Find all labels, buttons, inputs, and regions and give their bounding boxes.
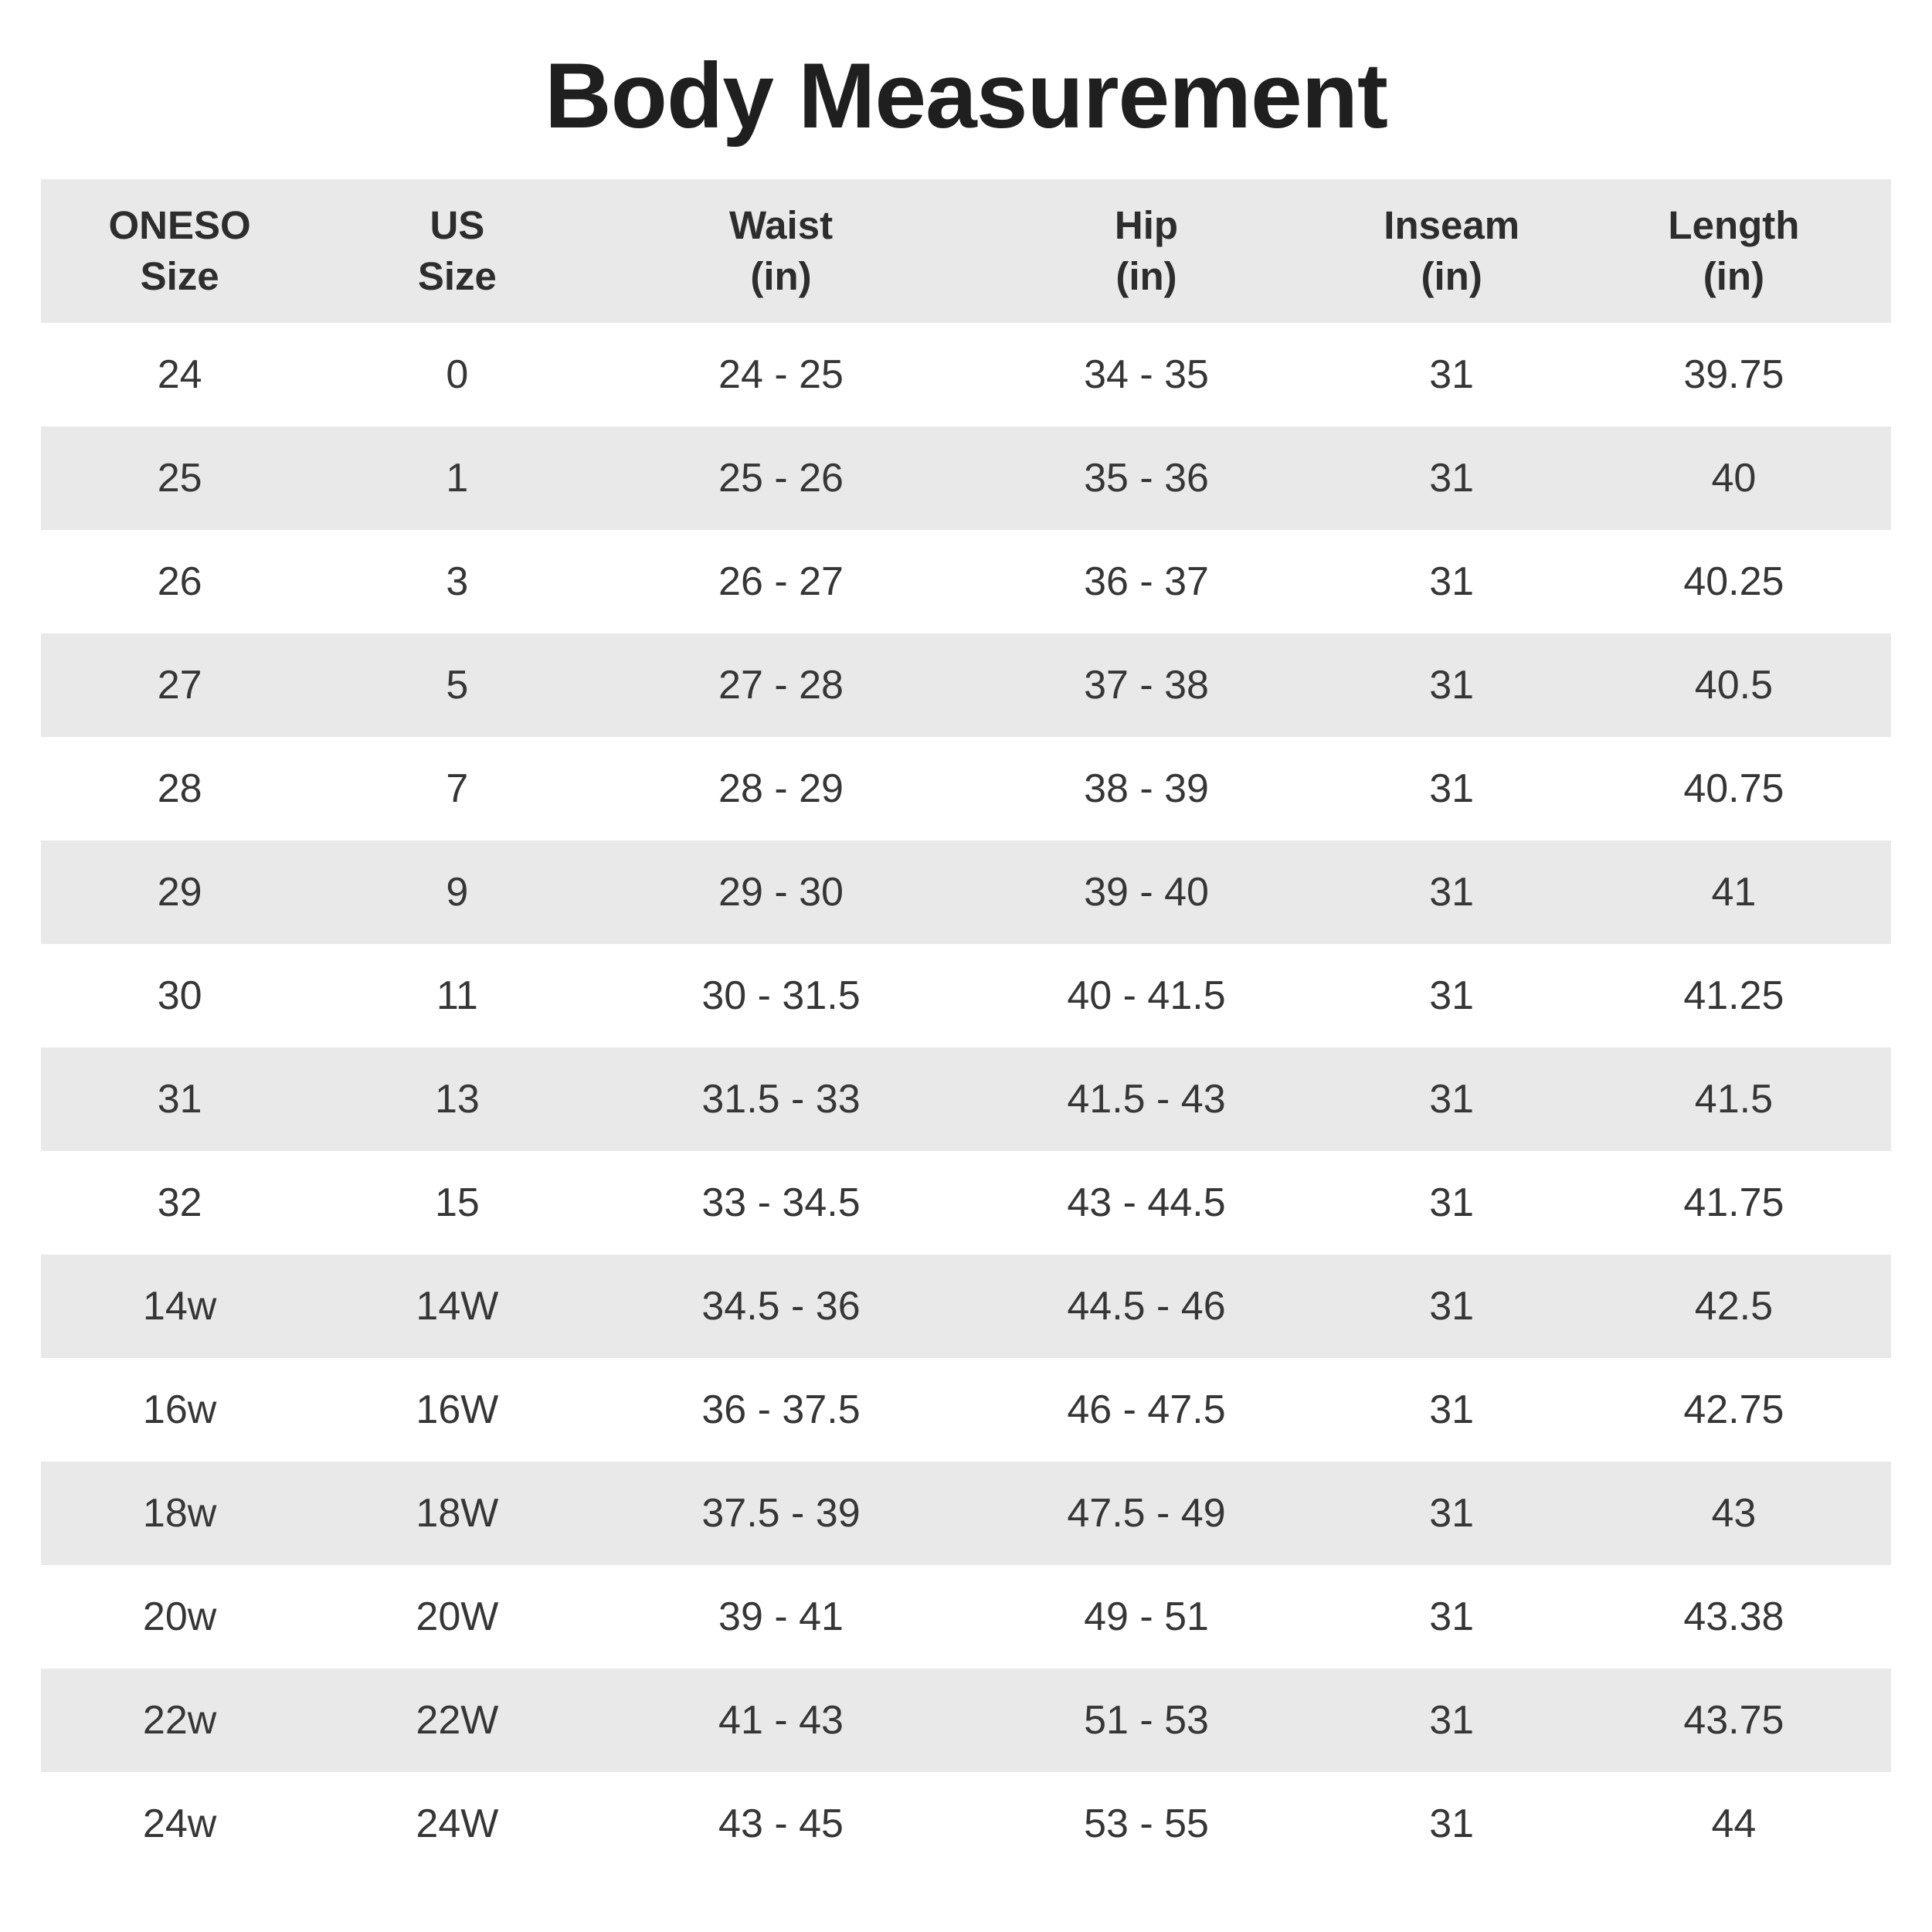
cell-oneso-size: 25 (157, 456, 202, 501)
cell-us-size: 0 (446, 352, 469, 397)
body-measurement-table (41, 179, 1891, 1876)
table-row (41, 1151, 1891, 1255)
cell-oneso-size: 24w (142, 1801, 217, 1846)
table-row (41, 1772, 1891, 1876)
header-sublabel: (in) (1703, 254, 1765, 298)
table-row (41, 530, 1891, 633)
cell-hip: 53 - 55 (1084, 1801, 1209, 1846)
header-label: US (430, 203, 485, 247)
cell-inseam: 31 (1429, 1180, 1475, 1225)
table-row (41, 323, 1891, 426)
table-row (41, 1047, 1891, 1151)
cell-waist: 31.5 - 33 (701, 1077, 861, 1122)
cell-length: 39.75 (1683, 352, 1784, 397)
cell-hip: 37 - 38 (1084, 663, 1209, 708)
cell-length: 43.75 (1683, 1698, 1784, 1743)
header-label: Hip (1114, 203, 1179, 247)
cell-us-size: 3 (446, 559, 469, 604)
header-label: ONESO (108, 203, 251, 247)
column-header-us-size (318, 179, 596, 323)
cell-us-size: 5 (446, 663, 469, 708)
cell-hip: 40 - 41.5 (1067, 973, 1226, 1018)
cell-length: 41.25 (1683, 973, 1784, 1018)
table-row (41, 944, 1891, 1047)
cell-oneso-size: 29 (157, 870, 202, 915)
cell-waist: 39 - 41 (718, 1594, 844, 1639)
cell-us-size: 24W (416, 1801, 499, 1846)
cell-us-size: 15 (434, 1180, 480, 1225)
cell-waist: 28 - 29 (718, 766, 844, 811)
cell-hip: 36 - 37 (1084, 559, 1209, 604)
table-row (41, 1255, 1891, 1358)
header-sublabel: Size (140, 254, 219, 298)
cell-waist: 43 - 45 (718, 1801, 844, 1846)
cell-us-size: 1 (446, 456, 469, 501)
cell-inseam: 31 (1429, 1284, 1475, 1329)
cell-waist: 24 - 25 (718, 352, 844, 397)
cell-inseam: 31 (1429, 1594, 1475, 1639)
cell-length: 43.38 (1683, 1594, 1784, 1639)
cell-hip: 35 - 36 (1084, 456, 1209, 501)
column-header-waist (596, 179, 966, 323)
cell-waist: 37.5 - 39 (701, 1491, 861, 1536)
cell-oneso-size: 16w (142, 1387, 217, 1432)
table-row (41, 1669, 1891, 1772)
cell-oneso-size: 14w (142, 1284, 217, 1329)
cell-oneso-size: 26 (157, 559, 202, 604)
cell-waist: 27 - 28 (718, 663, 844, 708)
cell-length: 41 (1711, 870, 1757, 915)
cell-hip: 34 - 35 (1084, 352, 1209, 397)
cell-oneso-size: 27 (157, 663, 202, 708)
header-label: Inseam (1384, 203, 1520, 247)
cell-inseam: 31 (1429, 559, 1475, 604)
cell-length: 44 (1711, 1801, 1757, 1846)
cell-inseam: 31 (1429, 352, 1475, 397)
cell-oneso-size: 18w (142, 1491, 217, 1536)
cell-hip: 39 - 40 (1084, 870, 1209, 915)
cell-length: 41.75 (1683, 1180, 1784, 1225)
page-title: Body Measurement (545, 44, 1387, 148)
cell-us-size: 14W (416, 1284, 499, 1329)
table-row (41, 1358, 1891, 1462)
cell-length: 40.75 (1683, 766, 1784, 811)
cell-hip: 51 - 53 (1084, 1698, 1209, 1743)
cell-oneso-size: 22w (142, 1698, 217, 1743)
cell-hip: 44.5 - 46 (1067, 1284, 1226, 1329)
cell-waist: 26 - 27 (718, 559, 844, 604)
cell-hip: 38 - 39 (1084, 766, 1209, 811)
cell-inseam: 31 (1429, 456, 1475, 501)
cell-inseam: 31 (1429, 1491, 1475, 1536)
cell-us-size: 20W (416, 1594, 499, 1639)
cell-inseam: 31 (1429, 766, 1475, 811)
cell-oneso-size: 28 (157, 766, 202, 811)
cell-us-size: 13 (434, 1077, 480, 1122)
cell-length: 43 (1711, 1491, 1757, 1536)
table-row (41, 840, 1891, 944)
cell-oneso-size: 32 (157, 1180, 202, 1225)
cell-length: 40 (1711, 456, 1757, 501)
table-row (41, 426, 1891, 530)
cell-waist: 34.5 - 36 (701, 1284, 861, 1329)
cell-hip: 49 - 51 (1084, 1594, 1209, 1639)
table-row (41, 1565, 1891, 1669)
cell-waist: 30 - 31.5 (701, 973, 861, 1018)
cell-inseam: 31 (1429, 973, 1475, 1018)
cell-oneso-size: 31 (157, 1077, 202, 1122)
cell-inseam: 31 (1429, 663, 1475, 708)
cell-length: 40.25 (1683, 559, 1784, 604)
cell-waist: 41 - 43 (718, 1698, 844, 1743)
cell-hip: 46 - 47.5 (1067, 1387, 1226, 1432)
cell-inseam: 31 (1429, 870, 1475, 915)
cell-inseam: 31 (1429, 1801, 1475, 1846)
table-row (41, 1462, 1891, 1565)
table-row (41, 633, 1891, 737)
cell-oneso-size: 24 (157, 352, 202, 397)
cell-inseam: 31 (1429, 1077, 1475, 1122)
table-row (41, 737, 1891, 840)
cell-waist: 36 - 37.5 (701, 1387, 861, 1432)
cell-us-size: 16W (416, 1387, 499, 1432)
cell-length: 40.5 (1694, 663, 1774, 708)
cell-oneso-size: 20w (142, 1594, 217, 1639)
cell-hip: 43 - 44.5 (1067, 1180, 1226, 1225)
cell-inseam: 31 (1429, 1387, 1475, 1432)
cell-hip: 47.5 - 49 (1067, 1491, 1226, 1536)
cell-waist: 25 - 26 (718, 456, 844, 501)
cell-oneso-size: 30 (157, 973, 202, 1018)
header-sublabel: (in) (750, 254, 812, 298)
header-sublabel: (in) (1115, 254, 1177, 298)
header-sublabel: (in) (1421, 254, 1482, 298)
header-label: Length (1668, 203, 1800, 247)
column-header-length (1577, 179, 1891, 323)
cell-waist: 29 - 30 (718, 870, 844, 915)
column-header-hip (966, 179, 1327, 323)
column-header-inseam (1327, 179, 1577, 323)
cell-length: 42.75 (1683, 1387, 1784, 1432)
cell-us-size: 11 (436, 973, 478, 1018)
column-header-oneso-size (41, 179, 318, 323)
cell-us-size: 18W (416, 1491, 499, 1536)
cell-hip: 41.5 - 43 (1067, 1077, 1226, 1122)
cell-length: 42.5 (1694, 1284, 1774, 1329)
cell-us-size: 7 (446, 766, 469, 811)
cell-inseam: 31 (1429, 1698, 1475, 1743)
header-label: Waist (728, 203, 834, 247)
cell-waist: 33 - 34.5 (701, 1180, 861, 1225)
cell-length: 41.5 (1694, 1077, 1774, 1122)
header-row (41, 179, 1891, 323)
cell-us-size: 22W (416, 1698, 499, 1743)
header-sublabel: Size (417, 254, 497, 298)
cell-us-size: 9 (446, 870, 469, 915)
